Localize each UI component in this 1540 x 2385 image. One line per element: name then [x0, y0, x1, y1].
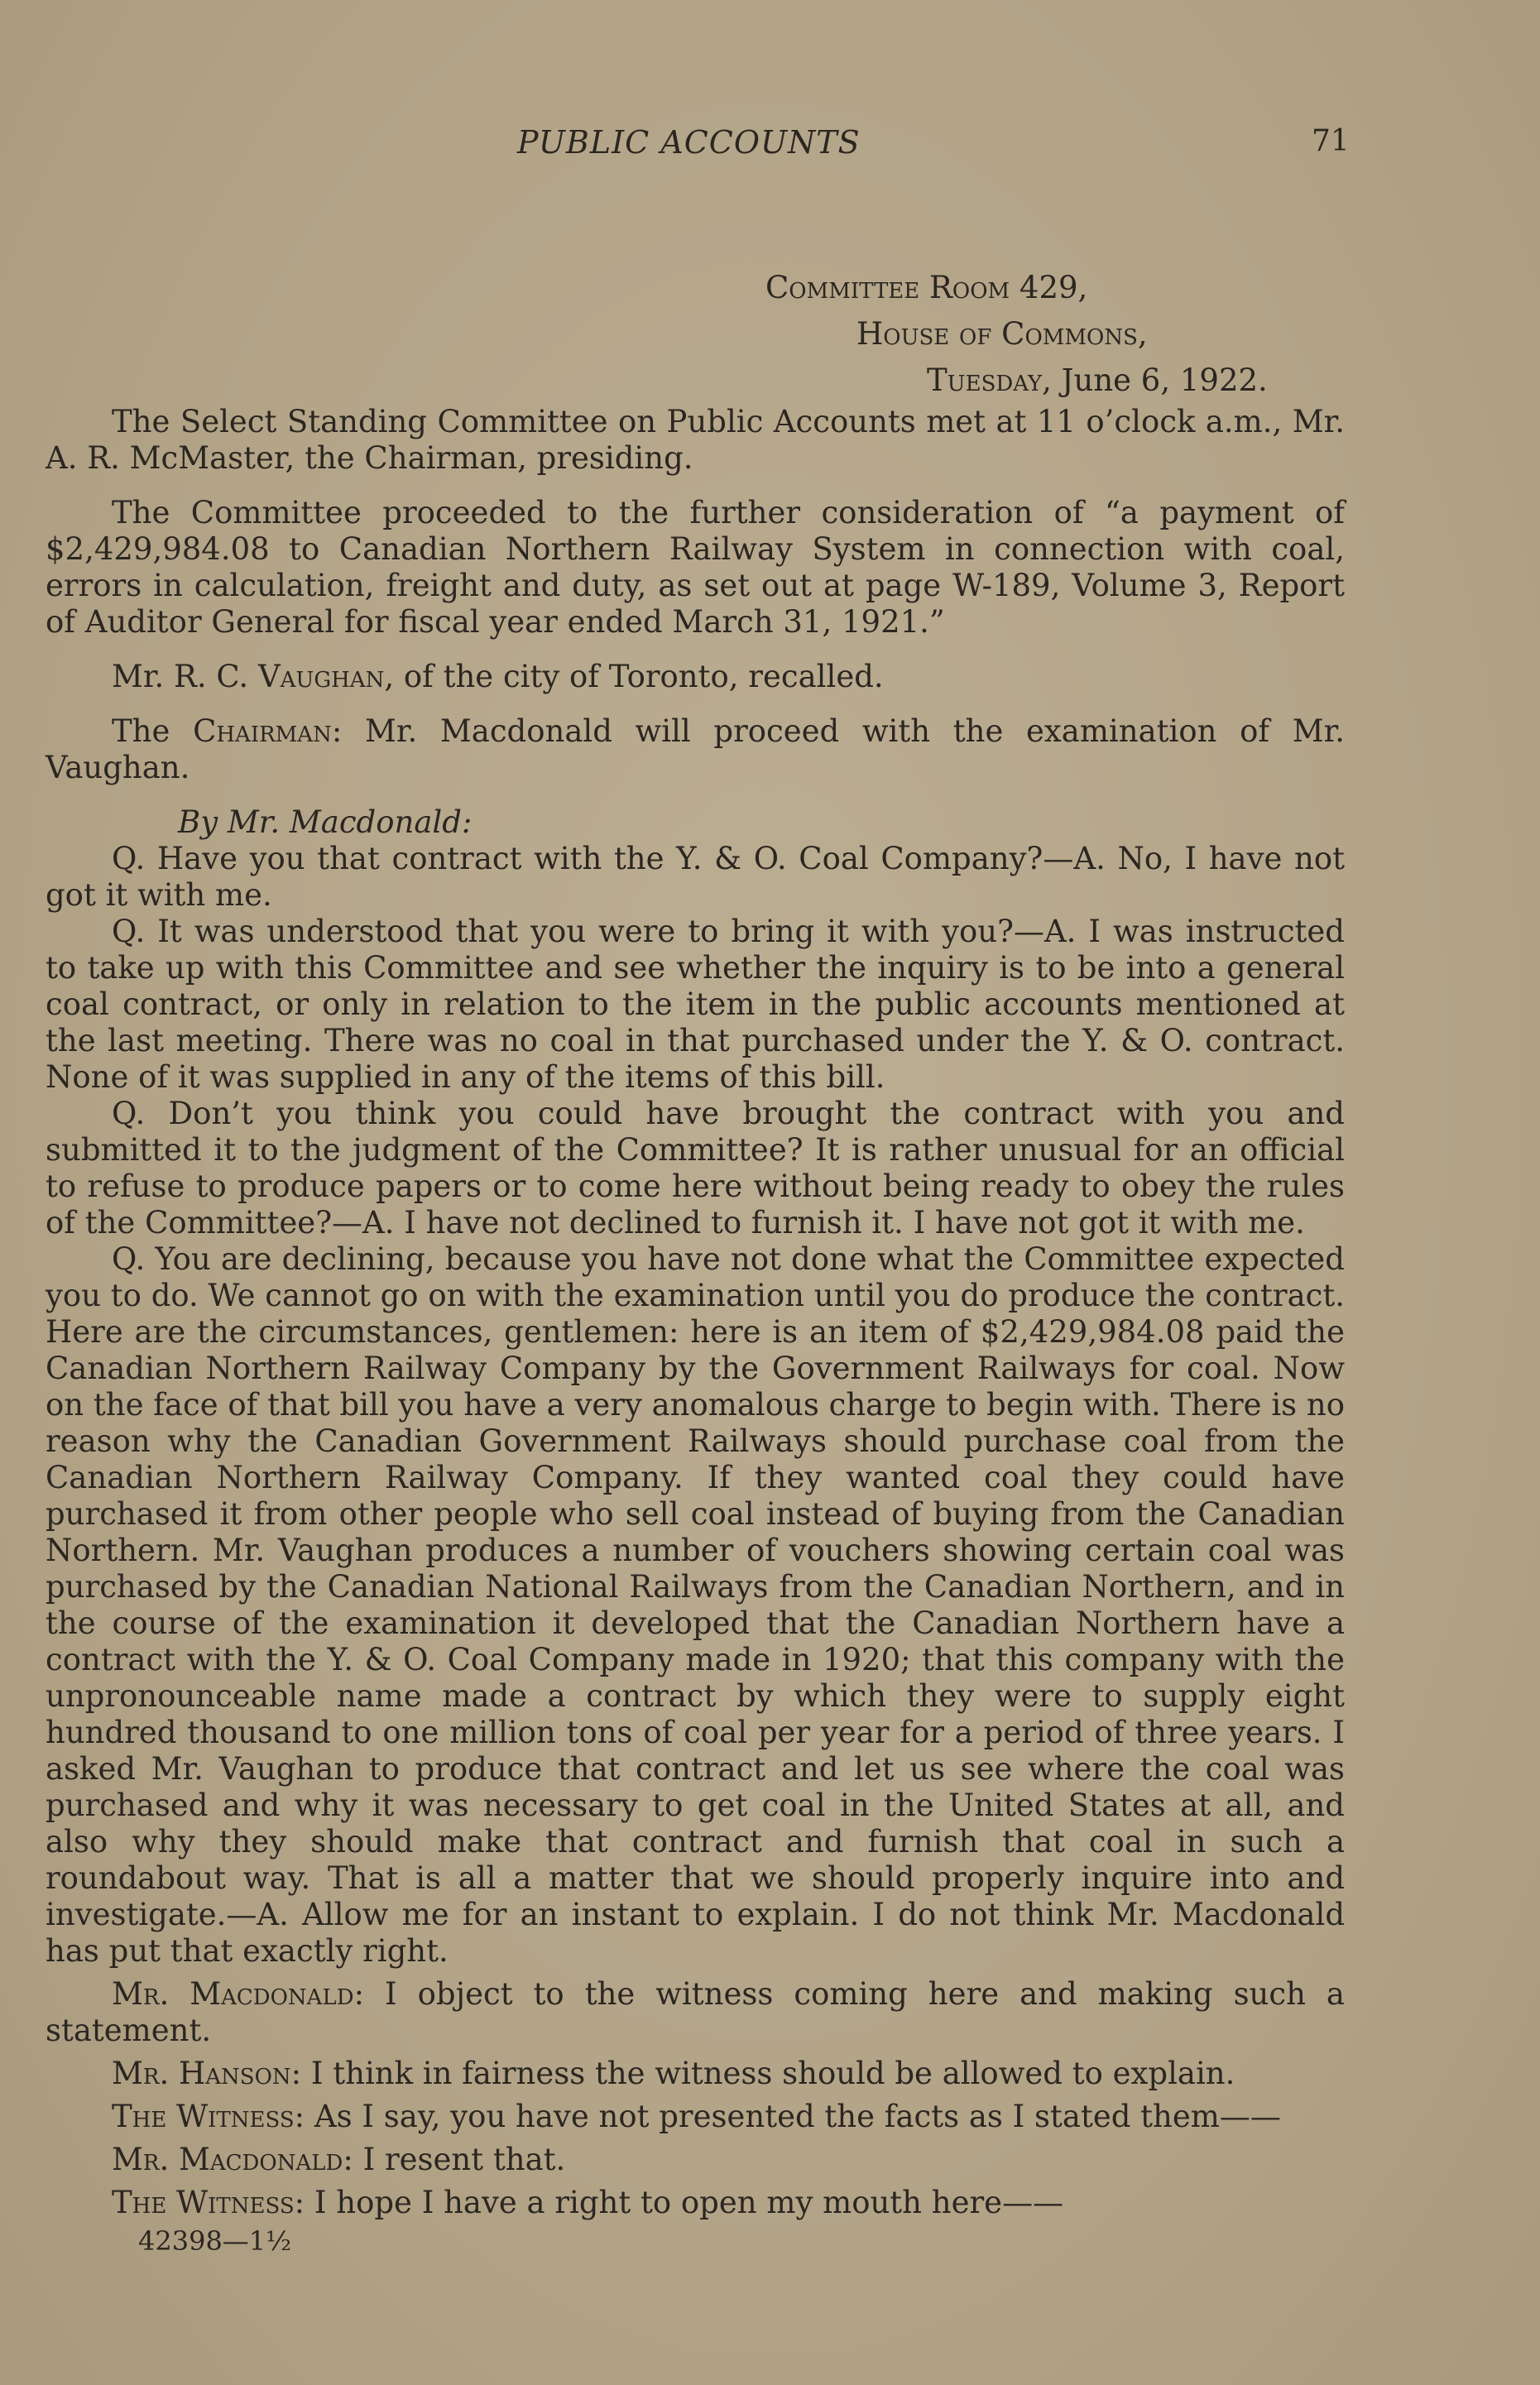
signature-code: 42398—1½ [138, 2225, 292, 2257]
paragraph-consideration: The Committee proceeded to the further consideration of “a payment of $2,429,984.08 to Canadian Northern Railway System in connection with coal, errors in calculation, freight and duty, as set out at page W-189, Volume 3, Report of Auditor General for fiscal year ended March 31, 1921.” [46, 495, 1345, 640]
speech-macdonald-1 [46, 1976, 1345, 2049]
speech-text: : As I say, you have not presented the facts as I stated them—— [294, 2099, 1281, 2134]
chairman-prefix: The [112, 713, 194, 749]
dateline-date-text: June 6, 1922. [1051, 362, 1268, 398]
dateline-day: Tuesday, [927, 362, 1052, 398]
question-4: Q. You are declining, because you have not done what the Committee expected you to do. We cannot go on with the examination until you do produce the contract. Here are the circumstances, gentlemen: here is an item of $2,429,984.08 paid the Canadian Northern Railway Company by the Government Railways for coal. Now on the face of that bill you have a very anomalous charge to begin with. There is no reason why the Canadian Government Railways should purchase coal from the Canadian Northern Railway Company. If they wanted coal they could have purchased it from other people who sell coal instead of buying from the Canadian Northern. Mr. Vaughan produces a number of vouchers showing certain coal was purchased by the Canadian National Railways from the Canadian Northern, and in the course of the examination it developed that the Canadian Northern have a contract with the Y. & O. Coal Company made in 1920; that this company with the unpronounceable name made a contract by which they were to supply eight hundred thousand to one million tons of coal per year for a period of three years. I asked Mr. Vaughan to produce that contract and let us see where the coal was purchased and why it was necessary to get coal in the United States at all, and also why they should make that contract and furnish that coal in such a roundabout way. That is all a matter that we should properly inquire into and investigate.—A. Allow me for an instant to explain. I do not think Mr. Macdonald has put that exactly right. [46, 1241, 1346, 1969]
body-text [46, 265, 1345, 2259]
speech-macdonald-2 [46, 2142, 1345, 2178]
chairman-suffix: : Mr. Macdonald will proceed with the examination of Mr. Vaughan. [46, 713, 1345, 785]
dateline-date [46, 358, 1345, 404]
recalled-prefix: Mr. R. C. [112, 659, 258, 694]
speech-text: : I resent that. [343, 2142, 566, 2177]
speaker-name: Mr. Macdonald [112, 2142, 343, 2177]
page-number: 71 [1312, 124, 1350, 158]
recalled-name: Vaughan [257, 659, 385, 694]
paragraph-meeting: The Select Standing Committee on Public Accounts met at 11 o’clock a.m., Mr. A. R. McMaster, the Chairman, presiding. [46, 404, 1345, 476]
running-head: PUBLIC ACCOUNTS [517, 124, 861, 161]
paragraph-chairman [46, 713, 1345, 786]
chairman-name: Chairman [193, 713, 332, 749]
speech-text: : I think in fairness the witness should be allowed to explain. [290, 2056, 1235, 2091]
speech-text: : I hope I have a right to open my mouth here—— [294, 2185, 1064, 2220]
speech-text: : I object to the witness coming here and making such a statement. [46, 1976, 1345, 2048]
question-1: Q. Have you that contract with the Y. & O. Coal Company?—A. No, I have not got it with me. [46, 841, 1345, 913]
paragraph-recalled [46, 659, 1345, 695]
speaker-name: The Witness [112, 2185, 295, 2220]
speaker-name: The Witness [112, 2099, 295, 2134]
speech-witness-1 [46, 2099, 1345, 2135]
dateline-room: Committee Room 429, [765, 270, 1088, 305]
speaker-name: Mr. Hanson [112, 2056, 291, 2091]
page-header [0, 124, 1540, 166]
speech-hanson [46, 2056, 1345, 2092]
recalled-suffix: , of the city of Toronto, recalled. [384, 659, 884, 694]
speech-witness-2 [46, 2185, 1345, 2221]
examination-byline: By Mr. Macdonald: [178, 804, 473, 840]
question-2: Q. It was understood that you were to bring it with you?—A. I was instructed to take up with this Committee and see whether the inquiry is to be into a general coal contract, or only in relation to the item in the public accounts mentioned at the last meeting. There was no coal in that purchased under the Y. & O. contract. None of it was supplied in any of the items of this bill. [46, 914, 1345, 1095]
speaker-name: Mr. Macdonald [112, 1976, 354, 2012]
question-3: Q. Don’t you think you could have brought the contract with you and submitted it to the judgment of the Committee? It is rather unusual for an official to refuse to produce papers or to come here without being ready to obey the rules of the Committee?—A. I have not declined to furnish it. I have not got it with me. [46, 1096, 1345, 1240]
dateline-house: House of Commons, [856, 316, 1148, 352]
